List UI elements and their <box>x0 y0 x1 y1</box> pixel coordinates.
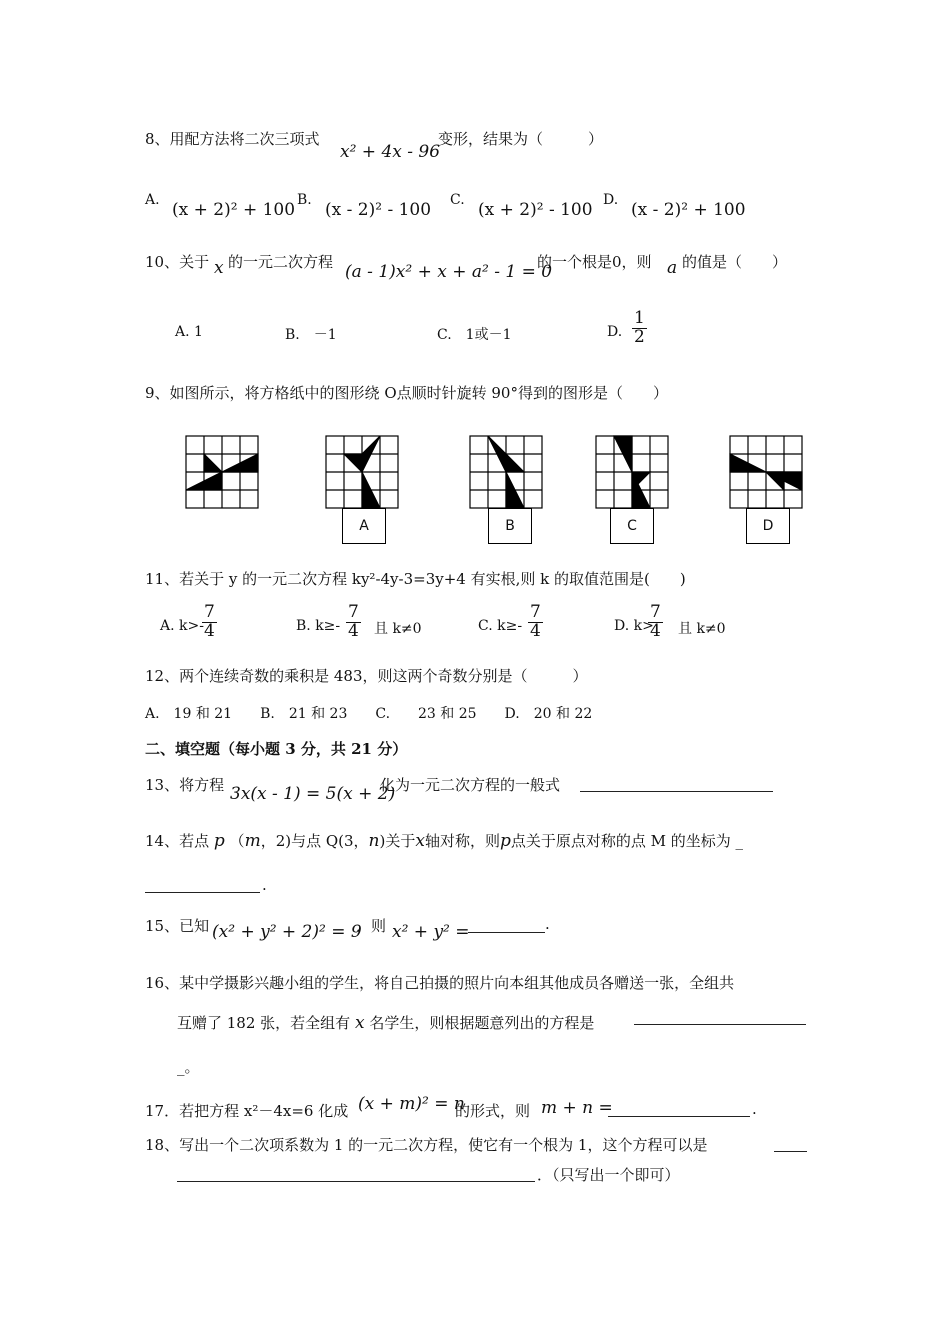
q10-option-d-fraction <box>632 310 647 347</box>
q16-answer-blank[interactable] <box>634 1010 806 1025</box>
q10-p2: 的一元二次方程 <box>228 253 334 271</box>
q8-option-c-letter: C. <box>450 192 465 208</box>
q14-var-x: x <box>415 831 425 851</box>
q18-answer-blank-2[interactable] <box>177 1167 535 1182</box>
q14-c: ，2)与点 Q(3， <box>260 832 369 850</box>
q14-var-p2: p <box>499 831 511 851</box>
q13-prefix: 13、将方程 <box>145 776 225 794</box>
q17-prefix: 17．若把方程 x²－4x=6 化成 <box>145 1102 349 1120</box>
fraction-denominator: 4 <box>530 620 541 641</box>
q10-option-d: D. <box>607 324 623 340</box>
q17-answer-blank[interactable] <box>608 1102 750 1117</box>
q18-line2-end: ．（只写出一个即可） <box>537 1166 680 1184</box>
fraction-numerator: 7 <box>348 602 359 622</box>
q14-e: 轴对称，则 <box>424 832 500 850</box>
q14-var-p: p <box>213 831 225 851</box>
q14-var-m: m <box>244 831 261 851</box>
q10-p4: 的值是（ ） <box>682 253 788 271</box>
fraction-numerator: 7 <box>650 602 661 622</box>
q15-expression: (x² + y² + 2)² = 9 <box>212 922 362 942</box>
q9-label-b: B <box>488 508 532 544</box>
q10-option-a: A. 1 <box>175 324 203 340</box>
q17-end: . <box>752 1100 757 1118</box>
fraction-numerator: 7 <box>204 602 215 622</box>
q9-label-a: A <box>342 508 386 544</box>
q11-option-a: A. k>- <box>160 618 204 634</box>
q9-figure-c <box>596 436 668 508</box>
fraction-numerator: 1 <box>634 308 645 328</box>
q17-expression: (x + m)² = n <box>358 1094 465 1114</box>
fraction-denominator: 4 <box>650 620 661 641</box>
q16-var-x: x <box>354 1013 365 1033</box>
q10-p3: 的一个根是0，则 <box>537 253 652 271</box>
q9-label-c: C <box>610 508 654 544</box>
q14-var-n: n <box>368 831 380 851</box>
fraction-denominator: 4 <box>348 620 359 641</box>
q11-option-a-fraction <box>202 604 217 641</box>
q11-option-d-fraction <box>648 604 663 641</box>
q11-option-d: D. k> <box>614 618 654 634</box>
q8-option-b-letter: B. <box>297 192 312 208</box>
q10-expression: (a - 1)x² + x + a² - 1 = 0 <box>345 262 553 282</box>
q14-a: 14、若点 <box>145 832 210 850</box>
q16-line2b: 名学生，则根据题意列出的方程是 <box>369 1014 595 1032</box>
q12-options: A. 19 和 21 B. 21 和 23 C. 23 和 25 D. 20 和 22 <box>145 706 593 722</box>
q8-option-a-expr: (x + 2)² + 100 <box>172 200 296 220</box>
q14-f: 点关于原点对称的点 M 的坐标为 _ <box>510 832 744 850</box>
q13-expression: 3x(x - 1) = 5(x + 2) <box>230 784 396 804</box>
q10-option-b: B. －1 <box>285 327 337 343</box>
q15-prefix: 15、已知 <box>145 917 210 935</box>
q14-b: （ <box>229 832 245 850</box>
q8-option-a-letter: A. <box>145 192 160 208</box>
q15-end: . <box>545 915 550 933</box>
q14-d: )关于 <box>379 832 416 850</box>
q8-option-d-letter: D. <box>603 192 619 208</box>
q15-answer-blank[interactable] <box>468 918 545 933</box>
q8-stem <box>145 128 320 149</box>
q9-label-d: D <box>746 508 790 544</box>
q14-line2-end: . <box>262 876 267 894</box>
q16-line2 <box>177 1012 594 1033</box>
fraction-denominator: 4 <box>204 620 215 641</box>
q14-answer-blank[interactable] <box>145 878 260 893</box>
q18-line1: 18、写出一个二次项系数为 1 的一元二次方程，使它有一个根为 1，这个方程可以是 <box>145 1136 708 1154</box>
fraction-numerator: 7 <box>530 602 541 622</box>
q9-figure-b <box>470 436 542 508</box>
q11-option-b-fraction <box>346 604 361 641</box>
q13-answer-blank[interactable] <box>580 776 773 792</box>
fraction-denominator: 2 <box>634 326 645 347</box>
q9-figure-a <box>326 436 398 508</box>
q8-suffix: 变形，结果为（ ） <box>438 130 604 148</box>
q10-var-x: x <box>214 258 224 278</box>
q17-mid: 的形式，则 <box>455 1102 531 1120</box>
q8-expression: x² + 4x - 96 <box>340 142 441 162</box>
q8-prefix: 8、用配方法将二次三项式 <box>145 130 320 148</box>
q15-mid: ，则 <box>356 917 387 935</box>
q11-option-b-tail: 且 k≠0 <box>374 621 422 637</box>
q11-option-c: C. k≥- <box>478 618 523 634</box>
q9-stem: 9、如图所示，将方格纸中的图形绕 O点顺时针旋转 90°得到的图形是（ ） <box>145 384 668 402</box>
section-heading: 二、填空题（每小题 3 分，共 21 分） <box>145 740 408 758</box>
q11-option-b: B. k≥- <box>296 618 341 634</box>
q8-option-d-expr: (x - 2)² + 100 <box>631 200 746 220</box>
q8-option-b-expr: (x - 2)² - 100 <box>325 200 432 220</box>
q10-option-c: C. 1或－1 <box>437 327 512 343</box>
q17-expression2: m + n = <box>541 1098 613 1118</box>
q11-option-d-tail: 且 k≠0 <box>678 621 726 637</box>
q16-line3: _。 <box>177 1058 200 1076</box>
q8-option-c-expr: (x + 2)² - 100 <box>478 200 593 220</box>
q16-line2a: 互赠了 182 张，若全组有 <box>177 1014 351 1032</box>
q16-line1: 16、某中学摄影兴趣小组的学生，将自己拍摄的照片向本组其他成员各赠送一张，全组共 <box>145 974 735 992</box>
q13-suffix: 化为一元二次方程的一般式 <box>380 776 561 794</box>
q10-p1: 10、关于 <box>145 253 210 271</box>
q18-answer-blank-1[interactable] <box>774 1137 807 1152</box>
q14-line1 <box>145 830 743 851</box>
q15-expression2: x² + y² = <box>392 922 470 942</box>
q11-stem: 11、若关于 y 的一元二次方程 ky²-4y-3=3y+4 有实根,则 k 的取值范围是( ) <box>145 570 686 588</box>
q9-original-figure <box>186 436 258 508</box>
q9-figure-d <box>730 436 802 508</box>
q11-option-c-fraction <box>528 604 543 641</box>
q12-stem: 12、两个连续奇数的乘积是 483，则这两个奇数分别是（ ） <box>145 667 588 685</box>
q10-var-a: a <box>667 258 678 278</box>
